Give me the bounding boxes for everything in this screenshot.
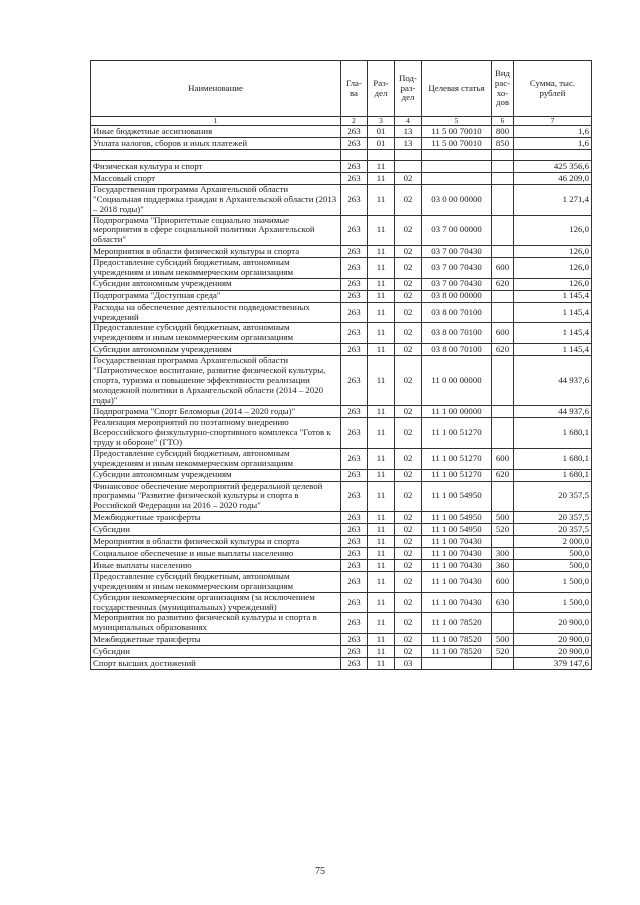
row-subsection: 02 (395, 560, 422, 572)
row-subsection: 02 (395, 613, 422, 634)
row-subsection (395, 150, 422, 161)
row-amount: 1 680,1 (514, 448, 592, 469)
row-target-article: 03 8 00 70100 (422, 302, 492, 323)
table-row (91, 592, 592, 613)
row-expense-type: 500 (492, 634, 514, 646)
row-subsection: 02 (395, 524, 422, 536)
page-number: 75 (315, 866, 325, 877)
row-chapter: 263 (341, 592, 368, 613)
row-amount: 500,0 (514, 560, 592, 572)
row-chapter: 263 (341, 646, 368, 658)
table-row (91, 572, 592, 593)
row-amount: 126,0 (514, 258, 592, 279)
row-expense-type (492, 418, 514, 449)
row-expense-type: 600 (492, 258, 514, 279)
row-section: 01 (368, 126, 395, 138)
row-name: Расходы на обеспечение деятельности подведомственных учреждений (91, 302, 341, 323)
row-target-article: 03 0 00 00000 (422, 185, 492, 216)
row-chapter: 263 (341, 418, 368, 449)
row-amount: 1 680,1 (514, 469, 592, 481)
row-subsection: 02 (395, 356, 422, 406)
table-row (91, 258, 592, 279)
table-row (91, 613, 592, 634)
row-subsection: 02 (395, 406, 422, 418)
row-subsection: 02 (395, 634, 422, 646)
row-subsection: 02 (395, 418, 422, 449)
row-name: Подпрограмма "Спорт Беломорья (2014 – 2020 годы)" (91, 406, 341, 418)
row-expense-type (492, 658, 514, 670)
row-target-article: 11 1 00 70430 (422, 572, 492, 593)
row-target-article: 11 5 00 70010 (422, 126, 492, 138)
column-number: 7 (514, 117, 592, 126)
table-row (91, 418, 592, 449)
row-name: Межбюджетные трансферты (91, 512, 341, 524)
row-target-article: 11 1 00 70430 (422, 592, 492, 613)
row-subsection: 02 (395, 548, 422, 560)
header-subsection: Под-раз-дел (395, 61, 422, 117)
row-target-article: 11 0 00 00000 (422, 356, 492, 406)
row-name: Предоставление субсидий бюджетным, автономным учреждениям и иным некоммерческим организациям (91, 323, 341, 344)
row-target-article: 11 1 00 54950 (422, 524, 492, 536)
row-chapter: 263 (341, 126, 368, 138)
row-chapter: 263 (341, 344, 368, 356)
row-amount: 1 145,4 (514, 323, 592, 344)
header-amount: Сумма, тыс. рублей (514, 61, 592, 117)
row-expense-type (492, 481, 514, 512)
table-row (91, 548, 592, 560)
row-subsection: 02 (395, 323, 422, 344)
row-name (91, 150, 341, 161)
row-name: Иные выплаты населению (91, 560, 341, 572)
row-name: Реализация мероприятий по поэтапному внедрению Всероссийского физкультурно-спортивного комплекса "Готов к труду и обороне" (ГТО) (91, 418, 341, 449)
row-amount: 20 357,5 (514, 524, 592, 536)
table-row (91, 658, 592, 670)
row-amount: 126,0 (514, 246, 592, 258)
row-expense-type (492, 406, 514, 418)
row-chapter: 263 (341, 613, 368, 634)
table-row (91, 161, 592, 173)
row-target-article: 11 1 00 78520 (422, 646, 492, 658)
row-name: Государственная программа Архангельской области "Патриотическое воспитание, развитие физической культуры, спорта, туризма и повышение эффективности реализации молодежной политики в Архангельской области (2014 – 2020 годы)" (91, 356, 341, 406)
row-chapter: 263 (341, 560, 368, 572)
table-row (91, 215, 592, 246)
row-amount: 20 900,0 (514, 613, 592, 634)
row-amount: 379 147,6 (514, 658, 592, 670)
row-expense-type: 360 (492, 560, 514, 572)
row-section: 11 (368, 512, 395, 524)
row-section: 11 (368, 278, 395, 290)
table-row (91, 512, 592, 524)
row-amount: 1 500,0 (514, 592, 592, 613)
row-name: Субсидии автономным учреждениям (91, 469, 341, 481)
row-target-article: 03 7 00 70430 (422, 278, 492, 290)
row-chapter: 263 (341, 278, 368, 290)
table-row (91, 469, 592, 481)
row-name: Спорт высших достижений (91, 658, 341, 670)
row-expense-type: 600 (492, 323, 514, 344)
row-chapter: 263 (341, 246, 368, 258)
row-section: 11 (368, 634, 395, 646)
row-name: Субсидии автономным учреждениям (91, 278, 341, 290)
row-section: 11 (368, 290, 395, 302)
table-row (91, 185, 592, 216)
header-row (91, 61, 592, 117)
row-section: 11 (368, 572, 395, 593)
row-subsection: 02 (395, 185, 422, 216)
row-target-article (422, 161, 492, 173)
column-number-row (91, 117, 592, 126)
row-section: 11 (368, 481, 395, 512)
row-target-article (422, 658, 492, 670)
row-expense-type: 630 (492, 592, 514, 613)
row-subsection: 02 (395, 344, 422, 356)
row-amount: 1 271,4 (514, 185, 592, 216)
row-chapter: 263 (341, 323, 368, 344)
row-section: 11 (368, 258, 395, 279)
row-amount: 1 145,4 (514, 302, 592, 323)
row-section: 01 (368, 138, 395, 150)
row-amount: 2 000,0 (514, 536, 592, 548)
row-chapter: 263 (341, 448, 368, 469)
row-name: Мероприятия по развитию физической культуры и спорта в муниципальных образованиях (91, 613, 341, 634)
row-amount: 44 937,6 (514, 356, 592, 406)
row-chapter: 263 (341, 406, 368, 418)
row-expense-type (492, 173, 514, 185)
row-amount: 1 500,0 (514, 572, 592, 593)
row-amount: 1 680,1 (514, 418, 592, 449)
row-name: Субсидии (91, 524, 341, 536)
row-target-article: 11 1 00 51270 (422, 448, 492, 469)
row-amount: 500,0 (514, 548, 592, 560)
row-expense-type (492, 536, 514, 548)
row-section: 11 (368, 469, 395, 481)
row-amount: 126,0 (514, 215, 592, 246)
row-section: 11 (368, 658, 395, 670)
row-target-article (422, 150, 492, 161)
table-body (91, 126, 592, 670)
row-subsection: 02 (395, 512, 422, 524)
row-expense-type (492, 290, 514, 302)
row-chapter: 263 (341, 258, 368, 279)
table-row (91, 138, 592, 150)
row-subsection: 02 (395, 173, 422, 185)
row-expense-type: 500 (492, 512, 514, 524)
row-expense-type: 600 (492, 448, 514, 469)
row-subsection: 02 (395, 246, 422, 258)
row-target-article: 11 1 00 51270 (422, 469, 492, 481)
header-section: Раз-дел (368, 61, 395, 117)
table-row (91, 173, 592, 185)
header-expense-type: Вид рас-хо-дов (492, 61, 514, 117)
row-subsection: 02 (395, 646, 422, 658)
row-subsection: 02 (395, 258, 422, 279)
row-section: 11 (368, 560, 395, 572)
row-target-article: 11 1 00 78520 (422, 634, 492, 646)
row-expense-type (492, 246, 514, 258)
row-expense-type (492, 613, 514, 634)
row-section (368, 150, 395, 161)
row-expense-type: 620 (492, 278, 514, 290)
row-section: 11 (368, 323, 395, 344)
row-expense-type: 300 (492, 548, 514, 560)
row-section: 11 (368, 613, 395, 634)
row-subsection: 02 (395, 302, 422, 323)
row-chapter: 263 (341, 481, 368, 512)
row-subsection: 02 (395, 278, 422, 290)
row-name: Физическая культура и спорт (91, 161, 341, 173)
row-target-article: 11 5 00 70010 (422, 138, 492, 150)
header-name: Наименование (91, 61, 341, 117)
row-name: Предоставление субсидий бюджетным, автономным учреждениям и иным некоммерческим организациям (91, 258, 341, 279)
table-row (91, 246, 592, 258)
row-subsection: 13 (395, 138, 422, 150)
row-target-article: 03 7 00 70430 (422, 246, 492, 258)
row-amount: 44 937,6 (514, 406, 592, 418)
row-amount: 425 356,6 (514, 161, 592, 173)
row-chapter: 263 (341, 536, 368, 548)
row-expense-type (492, 185, 514, 216)
row-subsection (395, 161, 422, 173)
row-name: Иные бюджетные ассигнования (91, 126, 341, 138)
row-target-article: 11 1 00 70430 (422, 560, 492, 572)
row-subsection: 02 (395, 592, 422, 613)
row-subsection: 02 (395, 536, 422, 548)
table-row (91, 406, 592, 418)
row-target-article: 11 1 00 54950 (422, 481, 492, 512)
row-amount: 20 357,5 (514, 512, 592, 524)
row-target-article: 11 1 00 54950 (422, 512, 492, 524)
row-chapter: 263 (341, 302, 368, 323)
row-subsection: 02 (395, 290, 422, 302)
column-number: 3 (368, 117, 395, 126)
column-number: 4 (395, 117, 422, 126)
header-target-article: Целевая статья (422, 61, 492, 117)
row-name: Финансовое обеспечение мероприятий федеральной целевой программы "Развитие физической культуры и спорта в Российской Федерации на 2016 – 2020 годы" (91, 481, 341, 512)
row-section: 11 (368, 406, 395, 418)
table-row (91, 536, 592, 548)
row-chapter: 263 (341, 290, 368, 302)
row-section: 11 (368, 646, 395, 658)
row-section: 11 (368, 592, 395, 613)
table-row (91, 344, 592, 356)
column-number: 6 (492, 117, 514, 126)
row-amount: 20 900,0 (514, 634, 592, 646)
row-chapter: 263 (341, 524, 368, 536)
row-section: 11 (368, 418, 395, 449)
row-chapter: 263 (341, 173, 368, 185)
row-target-article: 03 8 00 70100 (422, 344, 492, 356)
row-target-article: 11 1 00 70430 (422, 548, 492, 560)
row-target-article: 11 1 00 51270 (422, 418, 492, 449)
table-row (91, 356, 592, 406)
row-target-article: 11 1 00 70430 (422, 536, 492, 548)
row-chapter: 263 (341, 572, 368, 593)
row-name: Массовый спорт (91, 173, 341, 185)
row-subsection: 02 (395, 469, 422, 481)
row-target-article (422, 173, 492, 185)
table-row (91, 646, 592, 658)
row-chapter: 263 (341, 356, 368, 406)
table-row (91, 278, 592, 290)
row-amount: 1,6 (514, 126, 592, 138)
row-section: 11 (368, 536, 395, 548)
row-chapter: 263 (341, 512, 368, 524)
table-row (91, 560, 592, 572)
row-chapter: 263 (341, 548, 368, 560)
row-section: 11 (368, 548, 395, 560)
row-name: Субсидии автономным учреждениям (91, 344, 341, 356)
row-name: Уплата налогов, сборов и иных платежей (91, 138, 341, 150)
row-chapter: 263 (341, 469, 368, 481)
table-row (91, 323, 592, 344)
column-number: 2 (341, 117, 368, 126)
column-number: 5 (422, 117, 492, 126)
row-expense-type (492, 356, 514, 406)
row-name: Государственная программа Архангельской области "Социальная поддержка граждан в Архангельской области (2013 – 2018 годы)" (91, 185, 341, 216)
row-expense-type (492, 302, 514, 323)
row-name: Подпрограмма "Доступная среда" (91, 290, 341, 302)
row-chapter: 263 (341, 658, 368, 670)
row-chapter: 263 (341, 138, 368, 150)
row-expense-type: 600 (492, 572, 514, 593)
row-amount: 1,6 (514, 138, 592, 150)
row-name: Мероприятия в области физической культуры и спорта (91, 246, 341, 258)
row-subsection: 02 (395, 448, 422, 469)
row-name: Подпрограмма "Приоритетные социально значимые мероприятия в сфере социальной политики Архангельской области" (91, 215, 341, 246)
table-row (91, 481, 592, 512)
row-subsection: 02 (395, 572, 422, 593)
row-name: Предоставление субсидий бюджетным, автономным учреждениям и иным некоммерческим организациям (91, 572, 341, 593)
row-chapter: 263 (341, 185, 368, 216)
row-expense-type: 850 (492, 138, 514, 150)
row-amount: 20 357,5 (514, 481, 592, 512)
row-section: 11 (368, 185, 395, 216)
row-target-article: 03 8 00 70100 (422, 323, 492, 344)
table-row (91, 524, 592, 536)
row-subsection: 03 (395, 658, 422, 670)
row-name: Социальное обеспечение и иные выплаты населению (91, 548, 341, 560)
row-name: Мероприятия в области физической культуры и спорта (91, 536, 341, 548)
row-expense-type: 800 (492, 126, 514, 138)
row-section: 11 (368, 173, 395, 185)
row-target-article: 03 7 00 70430 (422, 258, 492, 279)
row-section: 11 (368, 161, 395, 173)
row-amount (514, 150, 592, 161)
row-expense-type (492, 150, 514, 161)
header-chapter: Гла-ва (341, 61, 368, 117)
row-expense-type (492, 215, 514, 246)
table-row (91, 126, 592, 138)
row-expense-type: 620 (492, 344, 514, 356)
row-section: 11 (368, 448, 395, 469)
row-chapter: 263 (341, 634, 368, 646)
row-amount: 1 145,4 (514, 344, 592, 356)
row-name: Предоставление субсидий бюджетным, автономным учреждениям и иным некоммерческим организациям (91, 448, 341, 469)
row-amount: 1 145,4 (514, 290, 592, 302)
row-amount: 46 209,0 (514, 173, 592, 185)
row-subsection: 02 (395, 215, 422, 246)
budget-table (90, 60, 592, 670)
column-number: 1 (91, 117, 341, 126)
row-expense-type (492, 161, 514, 173)
row-expense-type: 520 (492, 524, 514, 536)
row-name: Субсидии (91, 646, 341, 658)
table-row (91, 150, 592, 161)
row-name: Межбюджетные трансферты (91, 634, 341, 646)
row-target-article: 11 1 00 78520 (422, 613, 492, 634)
row-chapter (341, 150, 368, 161)
row-section: 11 (368, 302, 395, 323)
row-amount: 126,0 (514, 278, 592, 290)
row-section: 11 (368, 524, 395, 536)
row-target-article: 03 8 00 00000 (422, 290, 492, 302)
row-subsection: 02 (395, 481, 422, 512)
row-target-article: 03 7 00 00000 (422, 215, 492, 246)
table-row (91, 634, 592, 646)
row-target-article: 11 1 00 00000 (422, 406, 492, 418)
row-chapter: 263 (341, 215, 368, 246)
table-row (91, 290, 592, 302)
row-expense-type: 520 (492, 646, 514, 658)
row-expense-type: 620 (492, 469, 514, 481)
row-amount: 20 900,0 (514, 646, 592, 658)
row-name: Субсидии некоммерческим организациям (за исключением государственных (муниципальных) учреждений) (91, 592, 341, 613)
row-section: 11 (368, 215, 395, 246)
row-section: 11 (368, 344, 395, 356)
row-section: 11 (368, 246, 395, 258)
table-row (91, 302, 592, 323)
row-chapter: 263 (341, 161, 368, 173)
table-row (91, 448, 592, 469)
row-section: 11 (368, 356, 395, 406)
row-subsection: 13 (395, 126, 422, 138)
